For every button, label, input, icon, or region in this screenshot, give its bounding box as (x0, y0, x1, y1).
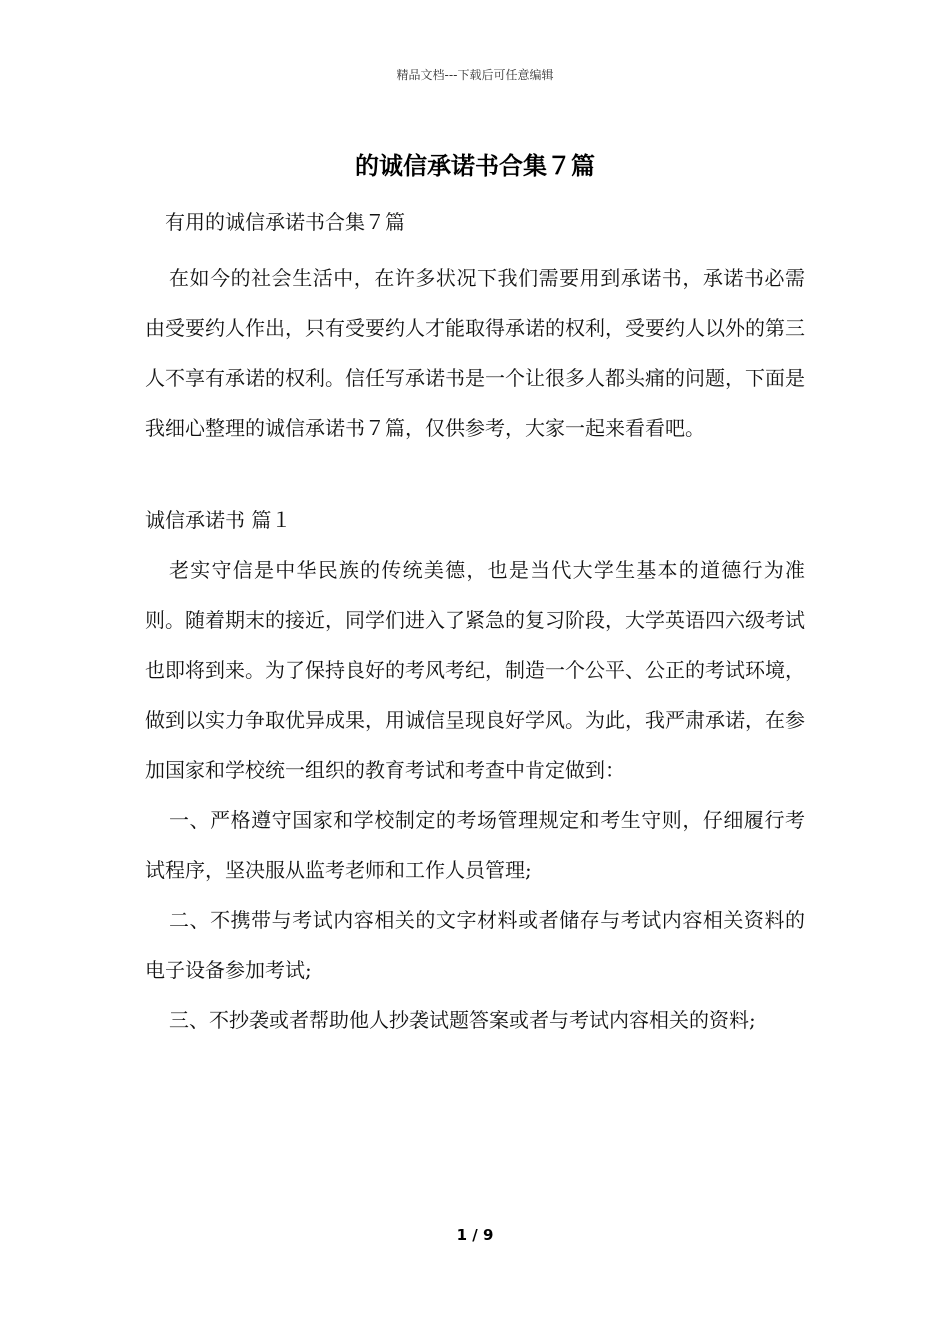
body-paragraph: 三、不抄袭或者帮助他人抄袭试题答案或者与考试内容相关的资料; (169, 1008, 756, 1032)
section-heading: 诚信承诺书 篇１ (145, 508, 292, 532)
page-indicator: 1 / 9 (456, 1226, 494, 1244)
document-title: 的诚信承诺书合集７篇 (355, 152, 595, 180)
body-paragraph: 一、严格遵守国家和学校制定的考场管理规定和考生守则，仔细履行考试程序，坚决服从监考老师和工作人员管理; (145, 808, 805, 882)
header-note: 精品文档---下载后可任意编辑 (396, 68, 554, 82)
document-subtitle: 有用的诚信承诺书合集７篇 (165, 210, 405, 234)
body-paragraph: 二、不携带与考试内容相关的文字材料或者储存与考试内容相关资料的电子设备参加考试; (145, 908, 805, 982)
intro-paragraph: 在如今的社会生活中，在许多状况下我们需要用到承诺书，承诺书必需由受要约人作出，只有受要约人才能取得承诺的权利，受要约人以外的第三人不享有承诺的权利。信任写承诺书是一个让很多人都头痛的问题，下面是我细心整理的诚信承诺书７篇，仅供参考，大家一起来看看吧。 (145, 266, 805, 440)
body-paragraph: 老实守信是中华民族的传统美德，也是当代大学生基本的道德行为准则。随着期末的接近，同学们进入了紧急的复习阶段，大学英语四六级考试也即将到来。为了保持良好的考风考纪，制造一个公平、公正的考试环境，做到以实力争取优异成果，用诚信呈现良好学风。为此，我严肃承诺，在参加国家和学校统一组织的教育考试和考查中肯定做到： (145, 558, 805, 782)
document-body (145, 204, 805, 1045)
